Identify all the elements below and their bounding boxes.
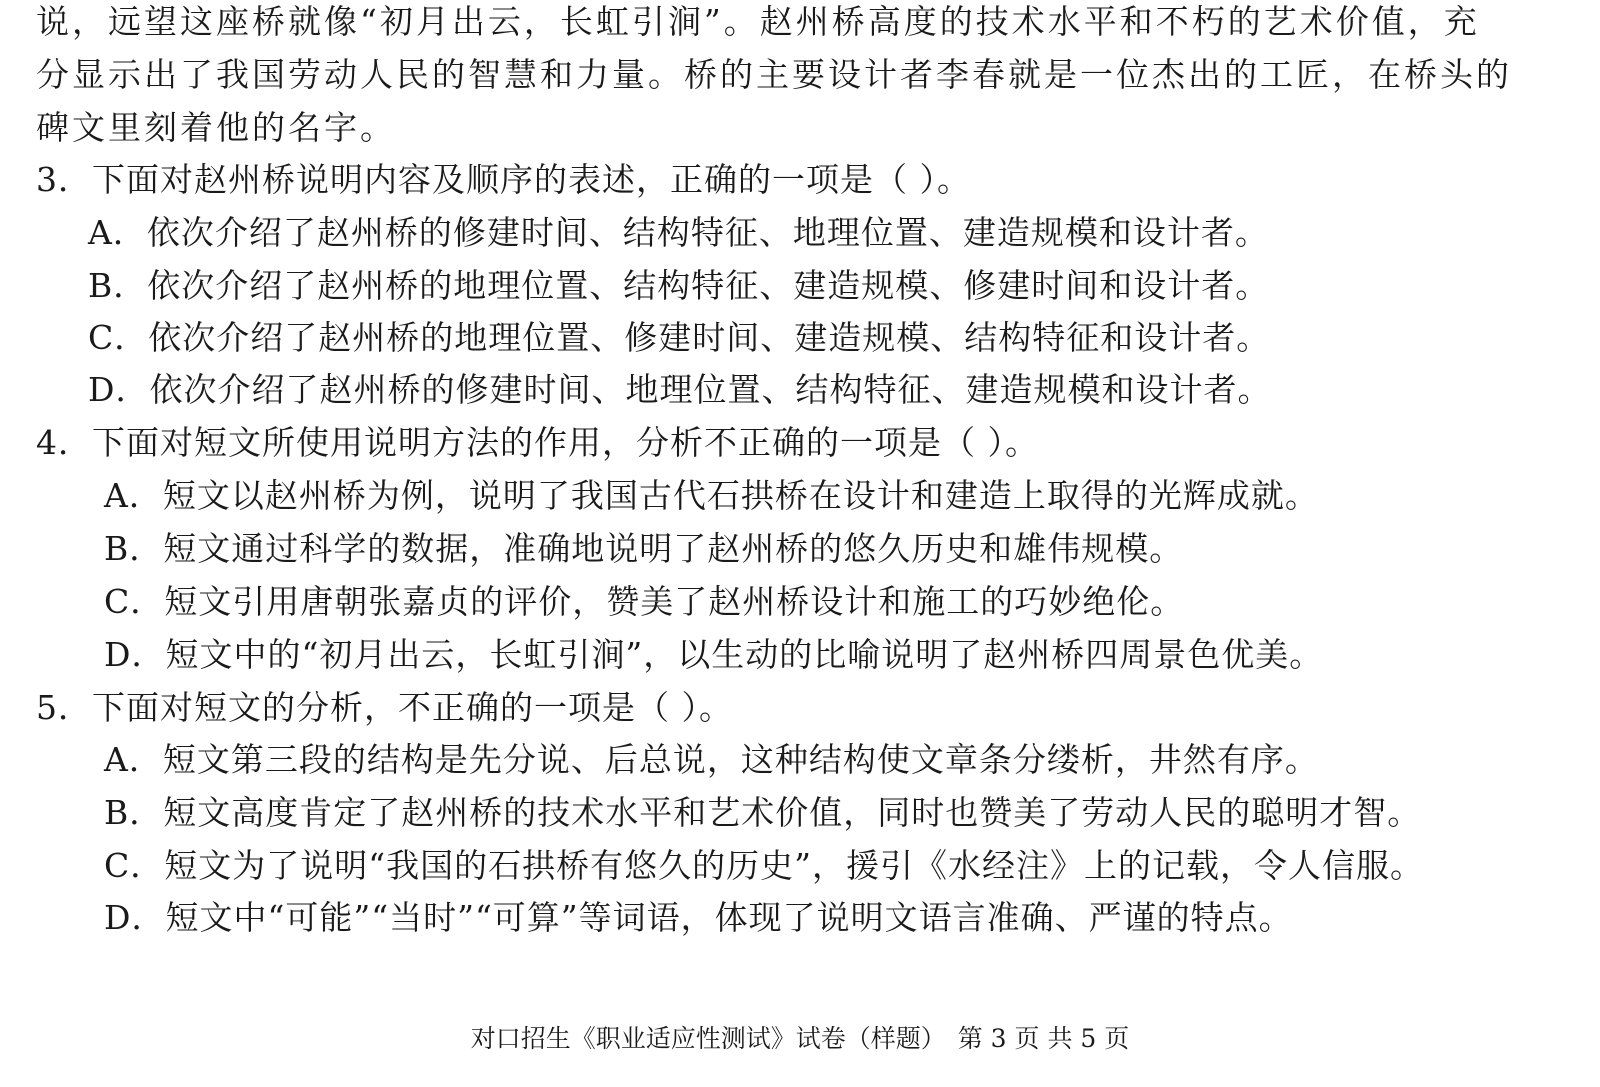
page-footer <box>0 1022 1600 1056</box>
page-number: 第 3 页 共 5 页 <box>957 1024 1130 1053</box>
question-4-stem: 4．下面对短文所使用说明方法的作用，分析不正确的一项是（ ）。 <box>36 423 1039 462</box>
passage-line: 分显示出了我国劳动人民的智慧和力量。桥的主要设计者李春就是一位杰出的工匠，在桥头的 <box>36 55 1512 94</box>
passage-line: 碑文里刻着他的名字。 <box>36 108 396 147</box>
question-5-option-a: A．短文第三段的结构是先分说、后总说，这种结构使文章条分缕析，井然有序。 <box>104 740 1319 779</box>
question-4-option-c: C．短文引用唐朝张嘉贞的评价，赞美了赵州桥设计和施工的巧妙绝伦。 <box>104 582 1185 621</box>
question-4-option-d: D．短文中的“初月出云，长虹引涧”，以生动的比喻说明了赵州桥四周景色优美。 <box>104 635 1324 674</box>
question-5-stem: 5．下面对短文的分析，不正确的一项是（ ）。 <box>36 688 733 727</box>
question-3-option-c: C．依次介绍了赵州桥的地理位置、修建时间、建造规模、结构特征和设计者。 <box>88 318 1271 357</box>
question-3-option-d: D．依次介绍了赵州桥的修建时间、地理位置、结构特征、建造规模和设计者。 <box>88 370 1272 409</box>
question-4-option-a: A．短文以赵州桥为例，说明了我国古代石拱桥在设计和建造上取得的光辉成就。 <box>104 476 1319 515</box>
question-3-option-b: B．依次介绍了赵州桥的地理位置、结构特征、建造规模、修建时间和设计者。 <box>88 266 1270 305</box>
question-4-option-b: B．短文通过科学的数据，准确地说明了赵州桥的悠久历史和雄伟规模。 <box>104 529 1184 568</box>
question-3-stem: 3．下面对赵州桥说明内容及顺序的表述，正确的一项是（ ）。 <box>36 160 971 199</box>
passage-line: 说，远望这座桥就像“初月出云，长虹引涧”。赵州桥高度的技术水平和不朽的艺术价值，充 <box>36 2 1480 41</box>
question-5-option-d: D．短文中“可能”“当时”“可算”等词语，体现了说明文语言准确、严谨的特点。 <box>104 898 1293 937</box>
question-5-option-b: B．短文高度肯定了赵州桥的技术水平和艺术价值，同时也赞美了劳动人民的聪明才智。 <box>104 793 1422 832</box>
question-5-option-c: C．短文为了说明“我国的石拱桥有悠久的历史”，援引《水经注》上的记载，令人信服。 <box>104 846 1424 885</box>
question-3-option-a: A．依次介绍了赵州桥的修建时间、结构特征、地理位置、建造规模和设计者。 <box>88 213 1269 252</box>
exam-title: 对口招生《职业适应性测试》试卷（样题） <box>470 1024 946 1053</box>
